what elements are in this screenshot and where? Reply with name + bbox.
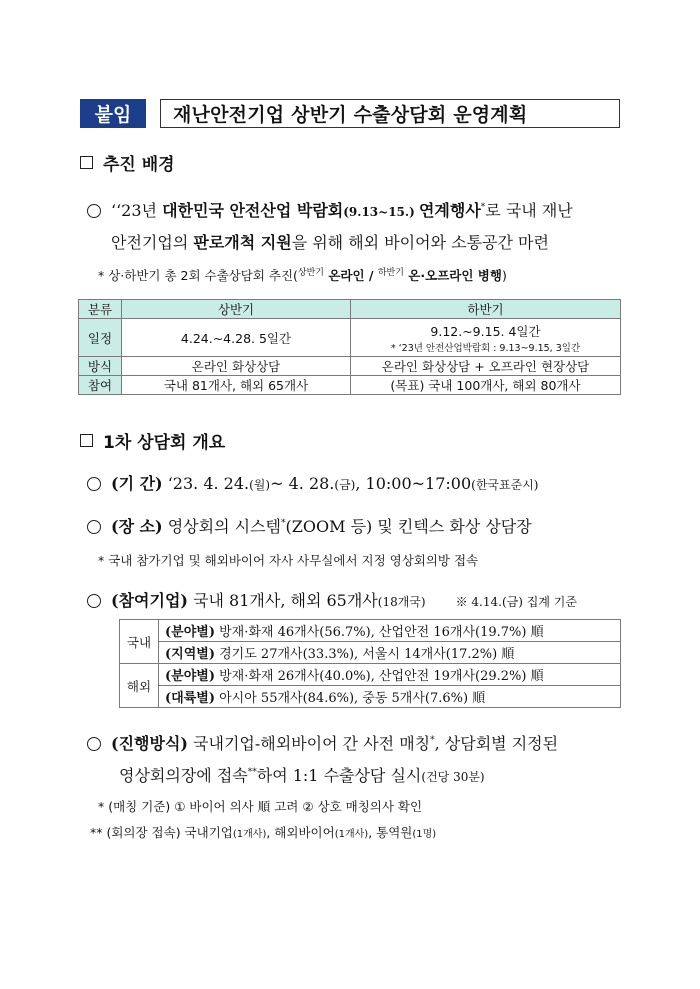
text: ~ 4. 28. [270, 474, 335, 493]
venue-footnote: * 국내 참가기업 및 해외바이어 자사 사무실에서 지정 영상회의방 접속 [98, 553, 479, 568]
table-cell: 4.24.~4.28. 5일간 [122, 319, 351, 357]
section-heading-label: 1차 상담회 개요 [103, 433, 226, 453]
text: ) [501, 268, 507, 284]
table-cell [159, 664, 621, 686]
table-row [79, 300, 621, 319]
participants-stat-table [119, 619, 621, 708]
text: 온·오프라인 병행 [403, 268, 502, 284]
matching-footnote: * (매칭 기준) ① 바이어 의사 順 고려 ② 상호 매칭의사 확인 [98, 799, 423, 814]
item-label: (진행방식) [111, 734, 188, 753]
table-cell [351, 319, 621, 357]
table-cell [159, 686, 621, 708]
table-cell: (목표) 국내 100개사, 해외 80개사 [351, 376, 621, 395]
table-row [120, 642, 621, 664]
text: (1개사) [334, 829, 369, 840]
text: 을 위해 해외 바이어와 소통공간 마련 [291, 233, 549, 252]
footnote-mark: * [281, 518, 286, 529]
table-header-cell: 하반기 [351, 300, 621, 319]
table-row [79, 319, 621, 357]
table-row [120, 664, 621, 686]
table-cell [159, 642, 621, 664]
table-label-cell: 방식 [79, 357, 122, 376]
section-heading-label: 추진 배경 [103, 155, 175, 175]
background-footnote [98, 265, 507, 284]
background-paragraph-line2 [111, 230, 549, 253]
access-footnote [90, 823, 436, 841]
section-heading-overview [80, 428, 225, 453]
text: 방재·화재 26개사(40.0%), 산업안전 19개사(29.2%) 順 [214, 669, 544, 684]
text: (금) [334, 478, 356, 492]
item-label: (장 소) [111, 517, 163, 536]
text: , 10:00~17:00 [355, 474, 472, 493]
text: , 통역원 [368, 825, 413, 840]
table-cell [159, 620, 621, 642]
plan-table [78, 299, 621, 395]
text: 상반기 [297, 268, 324, 278]
text: (9.13~15.) [343, 205, 419, 219]
circle-bullet-icon [87, 204, 101, 218]
text: 국내기업-해외바이어 간 사전 매칭 [187, 734, 431, 753]
table-label-cell: 해외 [120, 664, 159, 708]
checkbox-square-icon [80, 434, 93, 447]
footnote-mark: ** [247, 767, 257, 778]
text: 아시아 55개사(84.6%), 중동 5개사(7.6%) 順 [214, 691, 486, 706]
table-label-cell: 참여 [79, 376, 122, 395]
attachment-tag: 붙임 [80, 99, 146, 128]
table-label-cell: 일정 [79, 319, 122, 357]
table-label-cell: 국내 [120, 620, 159, 664]
text: 경기도 27개사(33.3%), 서울시 14개사(17.2%) 順 [214, 647, 515, 662]
item-label: (기 간) [111, 474, 163, 493]
text: (18개국) [377, 595, 426, 609]
text: (ZOOM 등) 및 킨텍스 화상 상담장 [285, 517, 532, 536]
text: , 상담회별 지정된 [434, 734, 559, 753]
table-row [79, 357, 621, 376]
table-cell: 국내 81개사, 해외 65개사 [122, 376, 351, 395]
text: (한국표준시) [471, 478, 539, 492]
circle-bullet-icon [87, 520, 101, 534]
text: (1개사) [232, 829, 267, 840]
text: (분야별) [165, 625, 215, 640]
text: 하반기 [377, 268, 404, 278]
footnote-mark: * [480, 202, 486, 213]
table-row [79, 376, 621, 395]
text: ** (회의장 접속) 국내기업 [90, 825, 233, 840]
text: (건당 30분) [421, 770, 485, 784]
text: * 상·하반기 총 2회 수출상담회 추진( [98, 268, 298, 284]
text: ‘‘23년 [111, 201, 163, 220]
table-header-cell: 분류 [79, 300, 122, 319]
method-line2 [119, 763, 485, 786]
text: , 해외바이어 [266, 825, 335, 840]
table-cell: 온라인 화상상담 + 오프라인 현장상담 [351, 357, 621, 376]
period-line [87, 471, 538, 494]
text: (금) [501, 595, 523, 609]
document-title: 재난안전기업 상반기 수출상담회 운영계획 [160, 99, 620, 128]
text: 로 국내 재난 [485, 201, 573, 220]
item-label: (참여기업) [111, 591, 188, 610]
participants-line [87, 588, 577, 611]
footnote-mark: * [430, 735, 435, 746]
text: (월) [249, 478, 271, 492]
text: 온라인 / [324, 268, 378, 284]
text: 대한민국 안전산업 박람회 [162, 201, 344, 220]
table-row [120, 686, 621, 708]
text: 9.12.~9.15. 4일간 [430, 323, 541, 339]
text: 방재·화재 46개사(56.7%), 산업안전 16개사(19.7%) 順 [214, 625, 544, 640]
text: 집계 기준 [522, 595, 577, 609]
text: 국내 81개사, 해외 65개사 [187, 591, 378, 610]
text: (1명) [412, 829, 437, 840]
circle-bullet-icon [87, 737, 101, 751]
checkbox-square-icon [80, 156, 93, 169]
method-line1 [87, 731, 558, 754]
section-heading-background [80, 150, 175, 175]
text: 판로개척 지원 [193, 233, 292, 252]
text: (분야별) [165, 669, 215, 684]
table-cell: 온라인 화상상담 [122, 357, 351, 376]
text: 안전기업의 [111, 233, 194, 252]
text: (대륙별) [165, 691, 215, 706]
table-cell-note: * ‘23년 안전산업박람회 : 9.13~9.15, 3일간 [390, 342, 581, 354]
text: 연계행사 [418, 201, 481, 220]
text: 영상회의장에 접속 [119, 766, 248, 785]
text: 하여 1:1 수출상담 실시 [256, 766, 422, 785]
background-paragraph-line1 [87, 198, 573, 221]
circle-bullet-icon [87, 594, 101, 608]
text: ‘23. 4. 24. [162, 474, 250, 493]
table-row [120, 620, 621, 642]
circle-bullet-icon [87, 477, 101, 491]
table-header-cell: 상반기 [122, 300, 351, 319]
text: 영상회의 시스템 [162, 517, 281, 536]
text: ※ 4.14. [455, 595, 502, 609]
venue-line [87, 514, 532, 537]
text: (지역별) [165, 647, 215, 662]
